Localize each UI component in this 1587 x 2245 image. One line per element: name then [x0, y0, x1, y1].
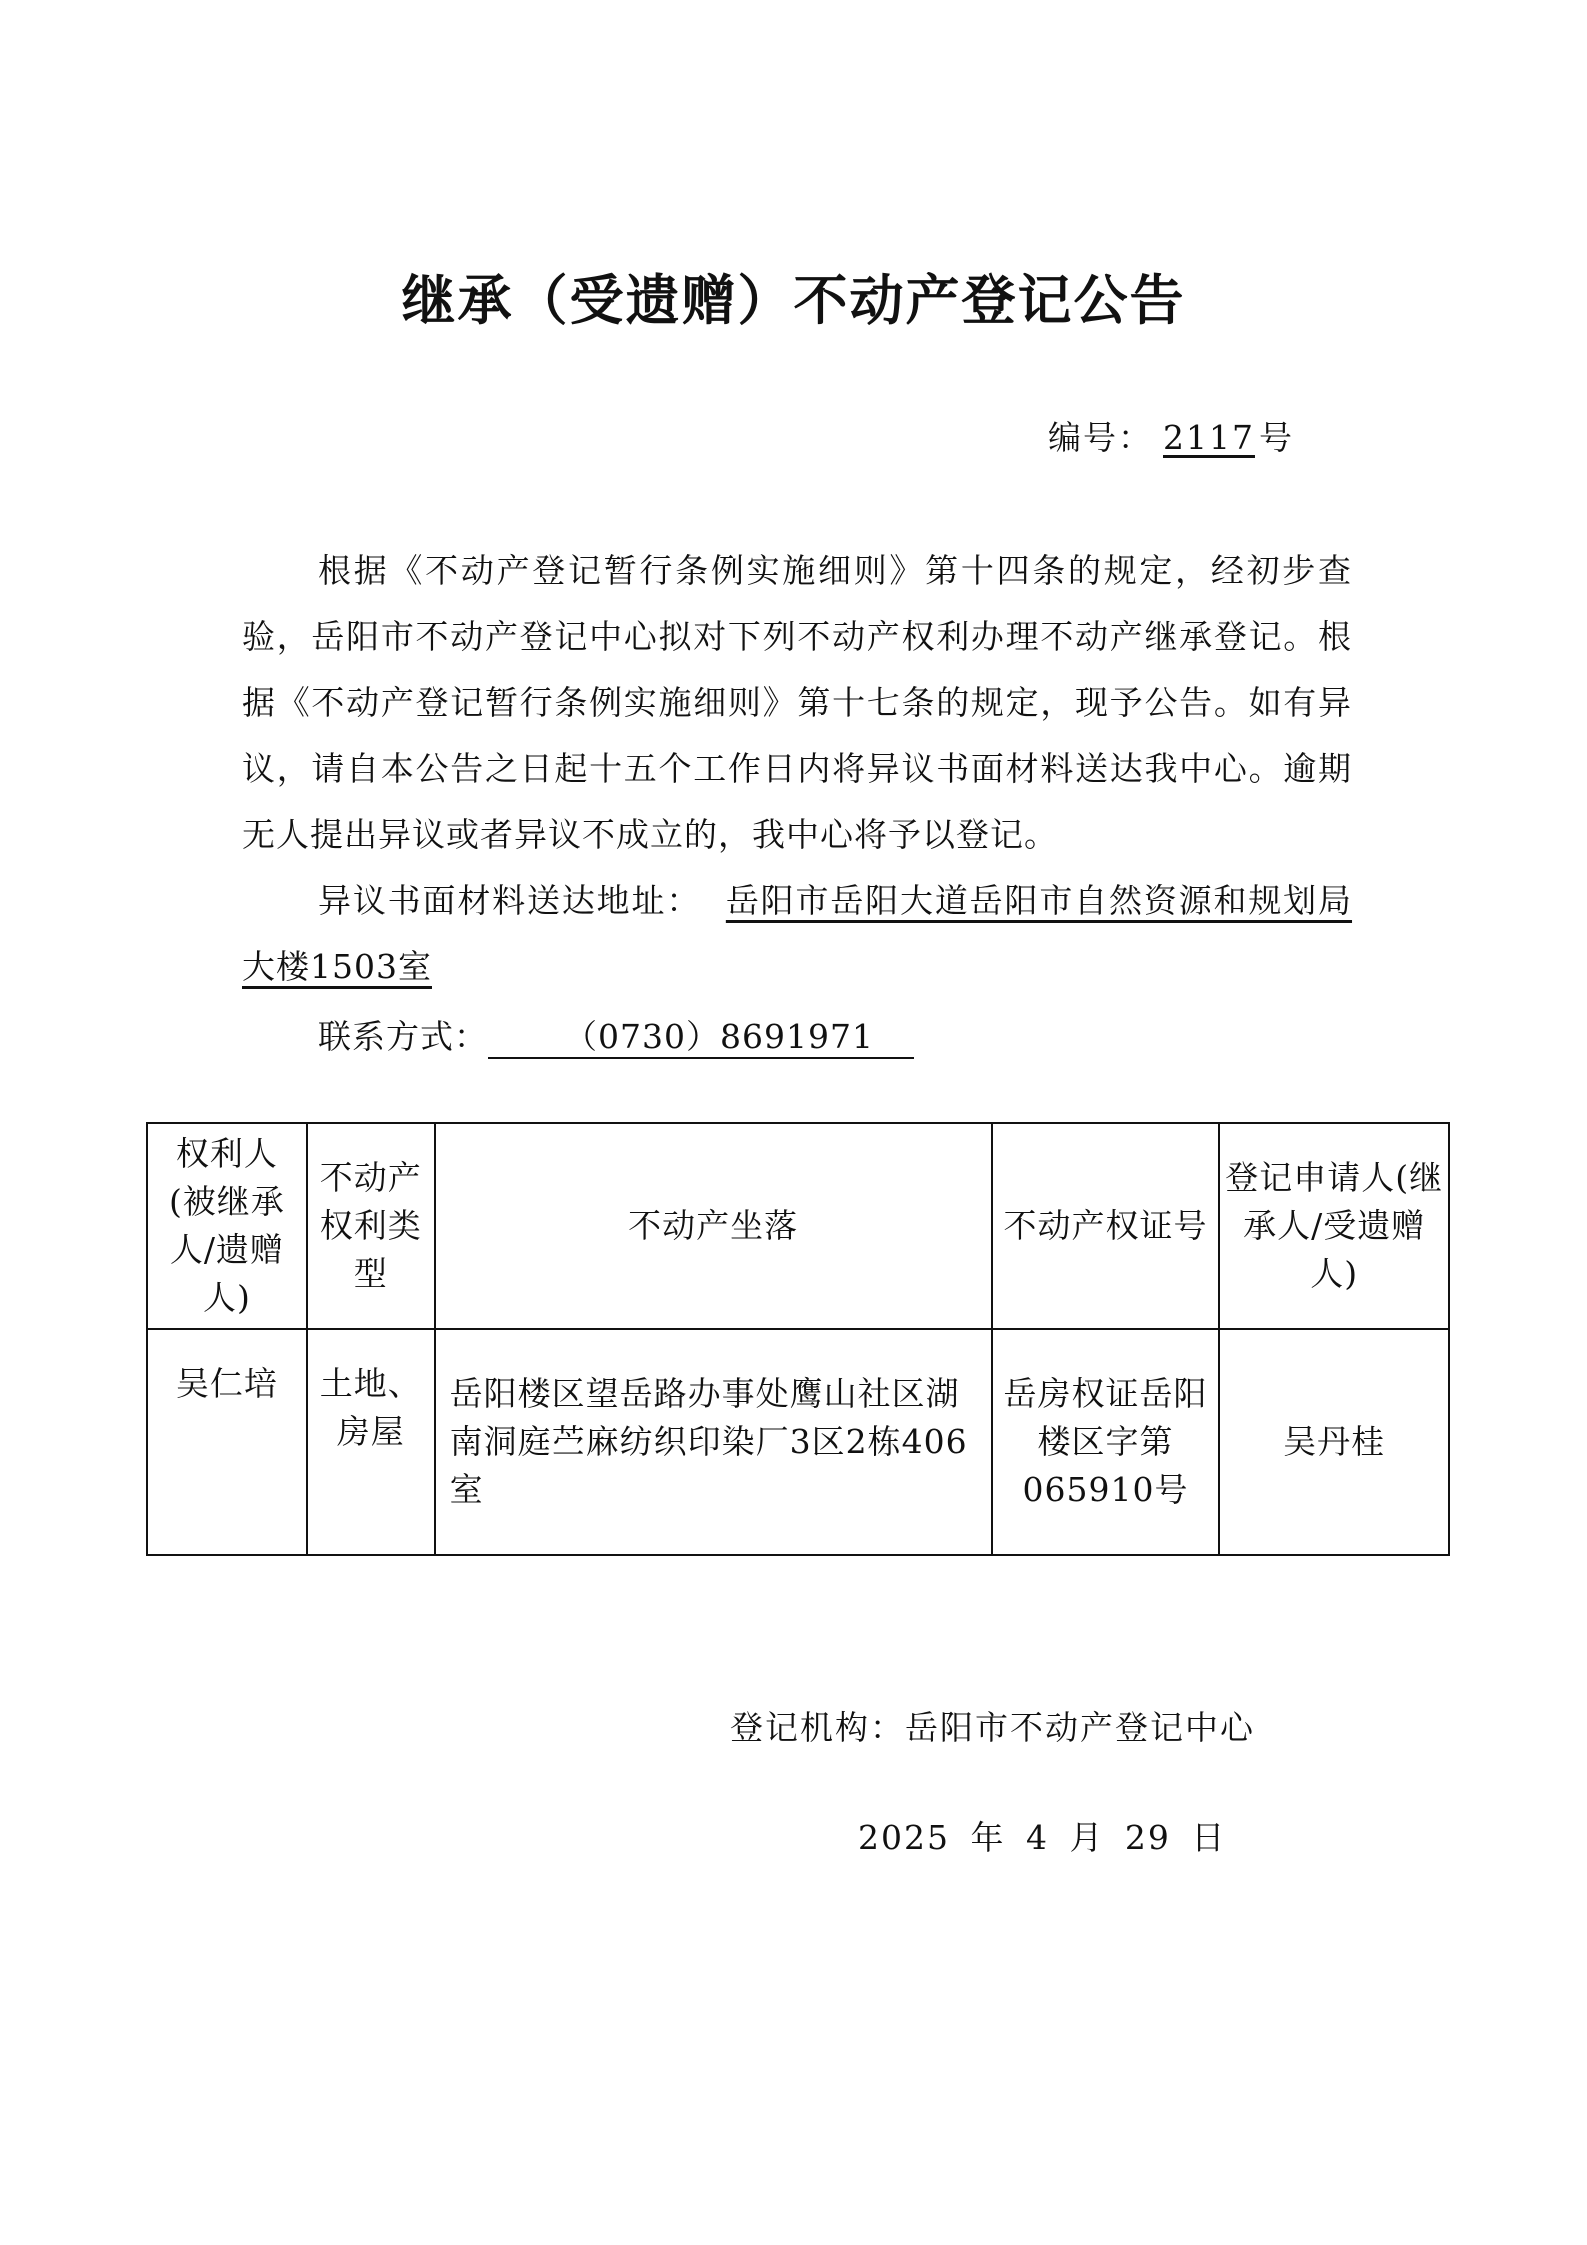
header-applicant: 登记申请人(继承人/受遗赠人) [1219, 1123, 1449, 1329]
header-cert: 不动产权证号 [992, 1123, 1220, 1329]
notice-paragraph: 根据《不动产登记暂行条例实施细则》第十四条的规定，经初步查验，岳阳市不动产登记中心拟对下列不动产权利办理不动产继承登记。根据《不动产登记暂行条例实施细则》第十七条的规定，现予公告。如有异议，请自本公告之日起十五个工作日内将异议书面材料送达我中心。逾期无人提出异议或者异议不成立的，我中心将予以登记。 [242, 551, 1352, 854]
table-row [147, 1329, 1449, 1555]
serial-value: 2117 [1163, 418, 1255, 457]
address-label: 异议书面材料送达地址： [318, 881, 702, 920]
address-value: 岳阳市岳阳大道岳阳市自然资源和规划局大楼1503室 [242, 881, 1353, 986]
serial-number [1048, 412, 1294, 459]
cell-holder: 吴仁培 [147, 1329, 307, 1555]
contact-value: （0730）8691971 [488, 1017, 914, 1059]
page-title: 继承（受遗赠）不动产登记公告 [401, 269, 1186, 332]
cell-cert: 岳房权证岳阳楼区字第065910号 [992, 1329, 1220, 1555]
header-type: 不动产权利类型 [307, 1123, 435, 1329]
serial-suffix: 号 [1258, 418, 1294, 457]
table-header-row [147, 1123, 1449, 1329]
serial-label: 编号： [1048, 418, 1153, 457]
cell-location: 岳阳楼区望岳路办事处鹰山社区湖南洞庭苎麻纺织印染厂3区2栋406室 [435, 1329, 992, 1555]
header-holder: 权利人(被继承人/遗赠人) [147, 1123, 307, 1329]
contact-label: 联系方式： [318, 1017, 488, 1056]
header-location: 不动产坐落 [435, 1123, 992, 1329]
registration-org: 登记机构：岳阳市不动产登记中心 [730, 1708, 1255, 1747]
objection-address [242, 868, 1352, 1000]
cell-type: 土地、房屋 [307, 1329, 435, 1555]
cell-applicant: 吴丹桂 [1219, 1329, 1449, 1555]
notice-date: 2025 年 4 月 29 日 [858, 1818, 1227, 1857]
contact-info [242, 1004, 1352, 1070]
property-table [146, 1122, 1450, 1556]
